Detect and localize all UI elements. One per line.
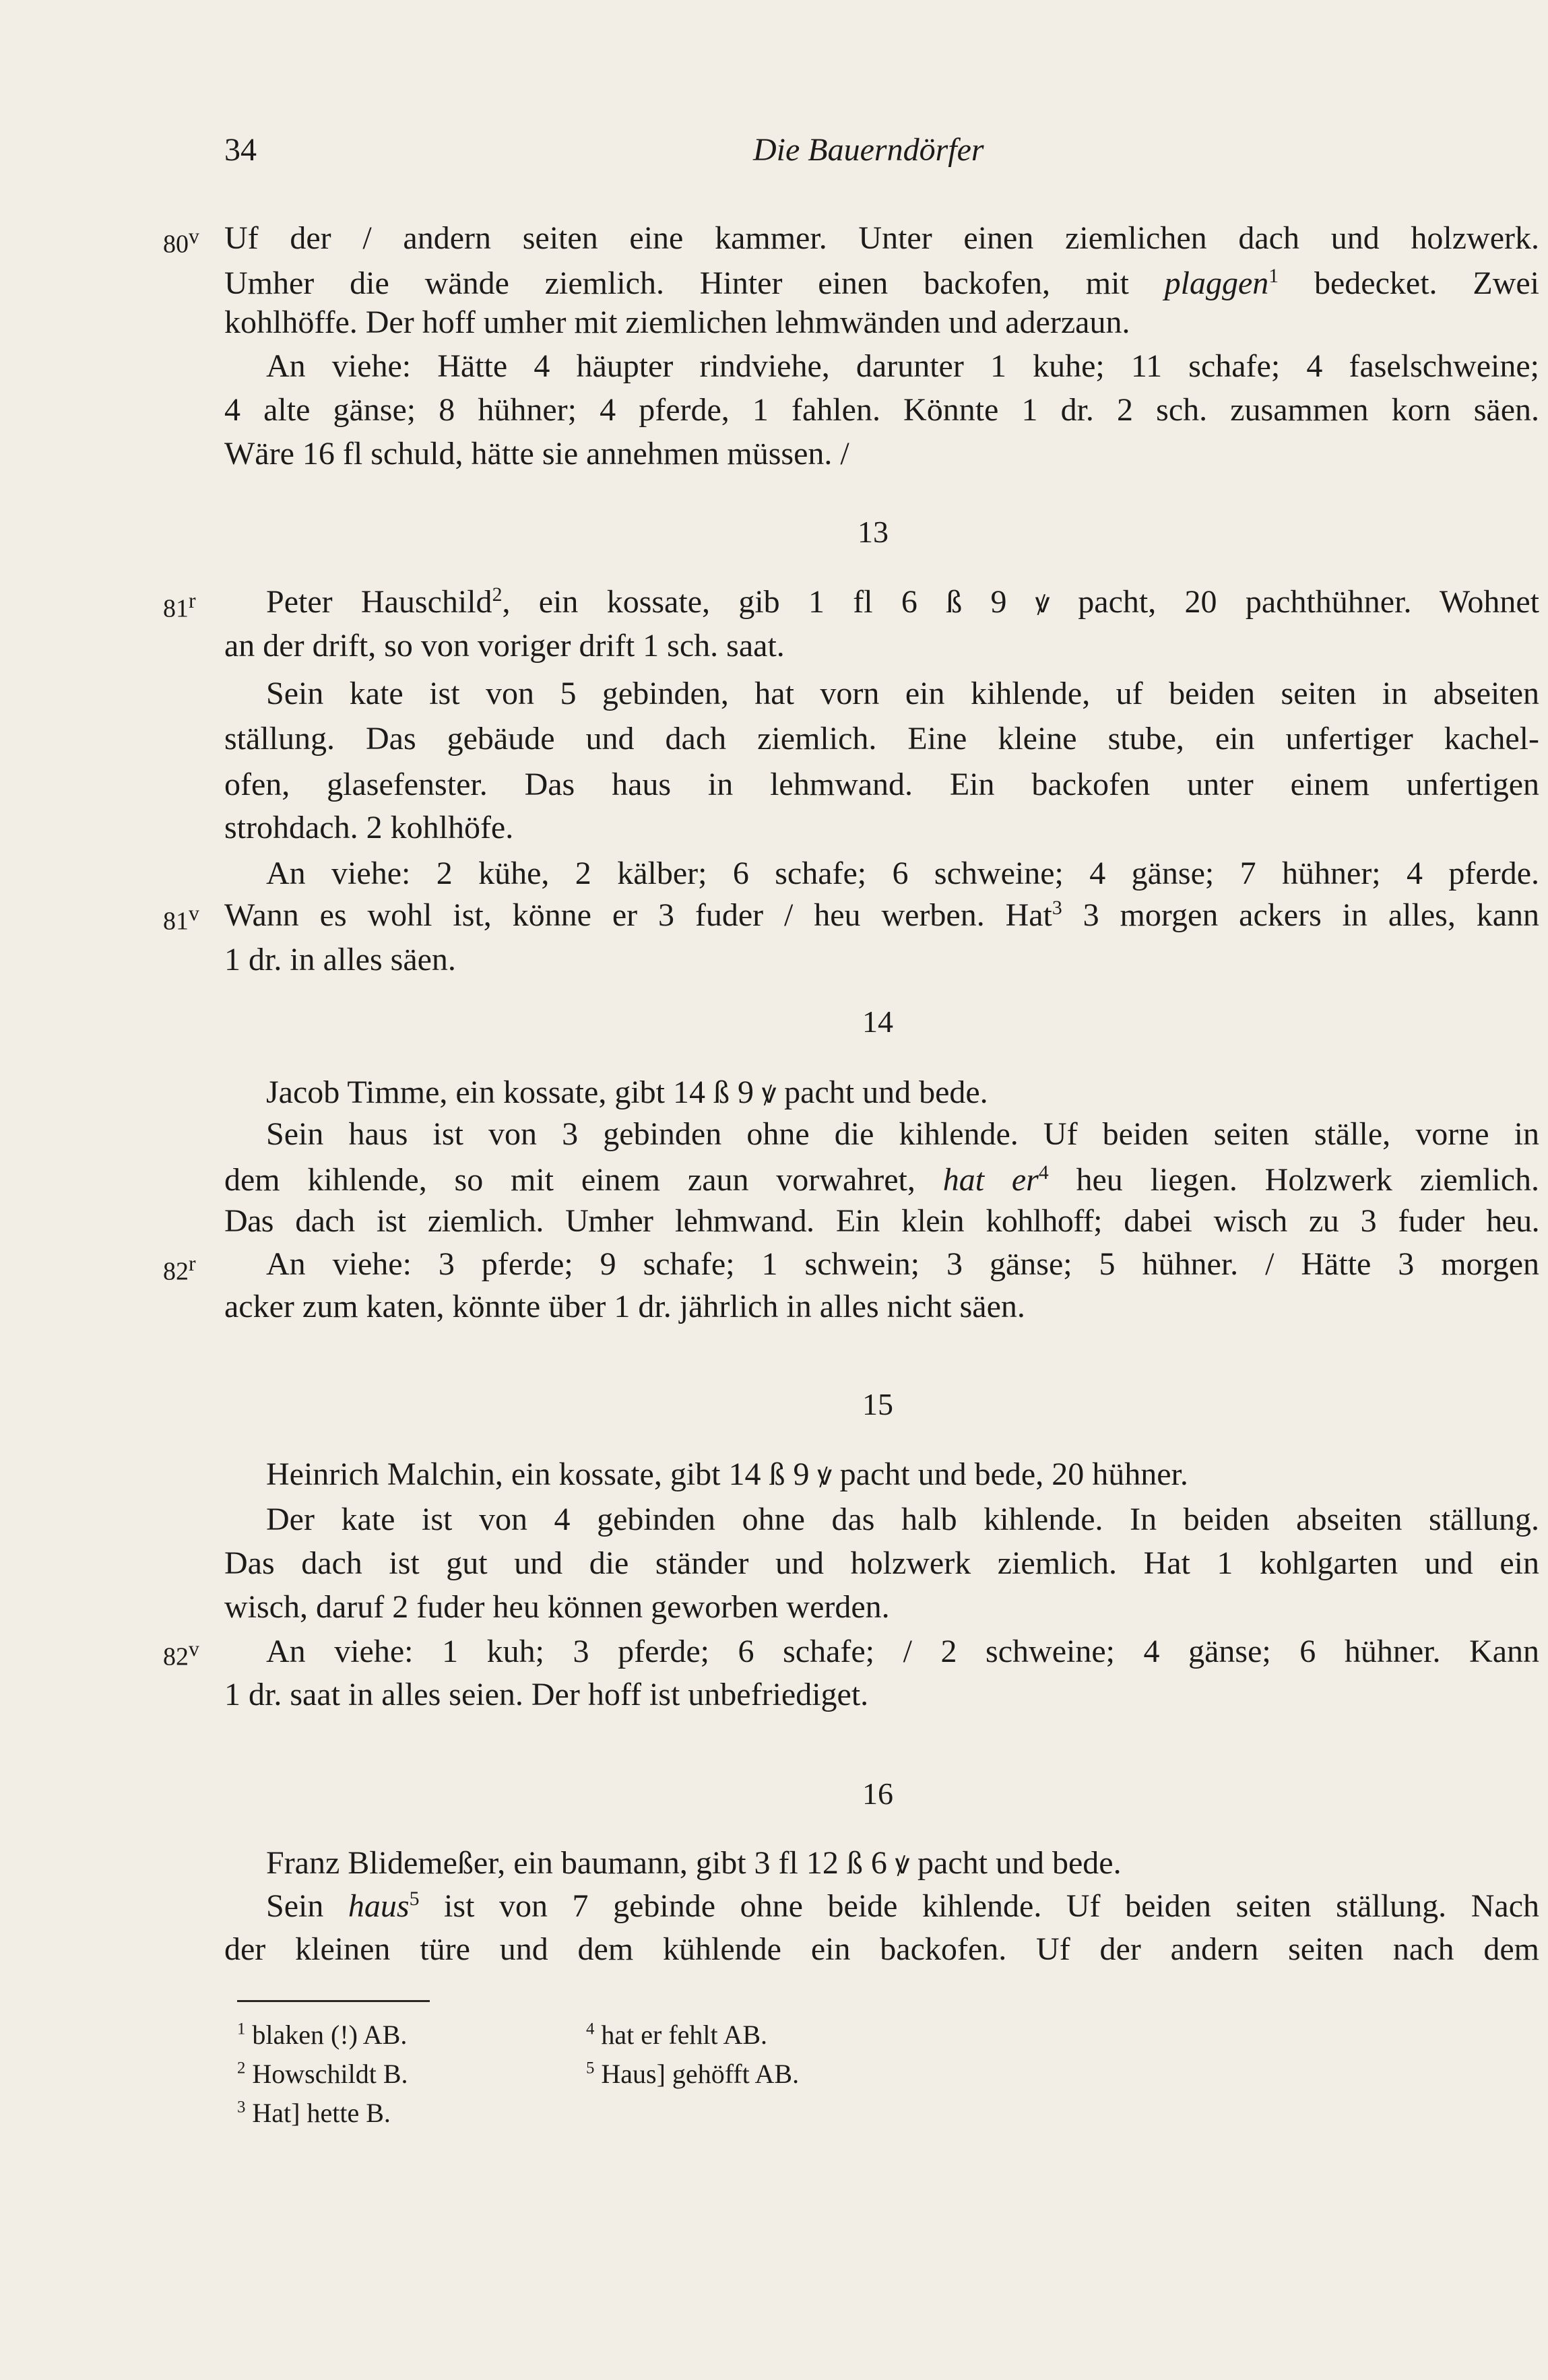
text-line: acker zum katen, könnte über 1 dr. jährlich in alles nicht säen. bbox=[224, 1289, 1025, 1324]
text-line: 1 dr. saat in alles seien. Der hoff ist unbefriediget. bbox=[224, 1677, 869, 1712]
text-line: Sein kate ist von 5 gebinden, hat vorn ein kihlende, uf beiden seiten in abseiten bbox=[266, 676, 1539, 711]
text-line: Jacob Timme, ein kossate, gibt 14 ß 9 ꝟ pacht und bede. bbox=[266, 1074, 988, 1110]
text-line: an der drift, so von voriger drift 1 sch. saat. bbox=[224, 628, 785, 664]
running-title: Die Bauerndörfer bbox=[753, 132, 984, 168]
section-number: 16 bbox=[862, 1776, 893, 1811]
text-line: An viehe: 2 kühe, 2 kälber; 6 schafe; 6 schweine; 4 gänse; 7 hühner; 4 pferde. bbox=[266, 856, 1539, 891]
text-line: Franz Blidemeßer, ein baumann, gibt 3 fl 12 ß 6 ꝟ pacht und bede. bbox=[266, 1845, 1122, 1881]
footnote: $^2$ Howschildt B. bbox=[237, 2059, 408, 2089]
text-line: An viehe: 1 kuh; 3 pferde; 6 schafe; / 2 schweine; 4 gänse; 6 hühner. Kann bbox=[266, 1634, 1539, 1669]
text-line: Das dach ist gut und die ständer und holzwerk ziemlich. Hat 1 kohlgarten und ein bbox=[224, 1545, 1539, 1581]
text-line: An viehe: Hätte 4 häupter rindviehe, darunter 1 kuhe; 11 schafe; 4 faselschweine; bbox=[266, 348, 1539, 384]
folio-marker: 82$^v$ bbox=[163, 1637, 199, 1671]
text-line: Uf der / andern seiten eine kammer. Unter einen ziemlichen dach und holzwerk. bbox=[224, 220, 1539, 256]
section-number: 15 bbox=[862, 1387, 893, 1421]
text-line: strohdach. 2 kohlhöfe. bbox=[224, 810, 514, 845]
text-line: der kleinen türe und dem kühlende ein backofen. Uf der andern seiten nach dem bbox=[224, 1931, 1539, 1967]
folio-marker: 82$^r$ bbox=[163, 1252, 196, 1286]
text-line: Peter Hauschild$^2$, ein kossate, gib 1 fl 6 ß 9 ꝟ pacht, 20 pachthühner. Wohnet bbox=[266, 583, 1539, 620]
footnote: $^5$ Haus] gehöfft AB. bbox=[586, 2059, 800, 2089]
text-line: Wäre 16 fl schuld, hätte sie annehmen müssen. / bbox=[224, 436, 849, 472]
section-number: 13 bbox=[858, 515, 889, 549]
footnote: $^1$ blaken (!) AB. bbox=[237, 2020, 408, 2050]
folio-marker: 80$^v$ bbox=[163, 224, 199, 259]
footnote: $^3$ Hat] hette B. bbox=[237, 2098, 391, 2128]
text-line: dem kihlende, so mit einem zaun vorwahret, hat $er^4$ heu liegen. Holzwerk ziemlich. bbox=[224, 1161, 1539, 1198]
footnote-rule bbox=[237, 2000, 430, 2002]
text-line: ofen, glasefenster. Das haus in lehmwand. Ein backofen unter einem unfertigen bbox=[224, 767, 1539, 802]
folio-marker: 81$^r$ bbox=[163, 589, 196, 623]
section-number: 14 bbox=[862, 1004, 893, 1039]
text-line: Sein haus$^5$ ist von 7 gebinde ohne beide kihlende. Uf beiden seiten ställung. Nach bbox=[266, 1888, 1539, 1924]
text-line: Das dach ist ziemlich. Umher lehmwand. Ein klein kohlhoff; dabei wisch zu 3 fuder heu. bbox=[224, 1203, 1539, 1239]
text-line: Der kate ist von 4 gebinden ohne das halb kihlende. In beiden abseiten ställung. bbox=[266, 1502, 1539, 1537]
text-line: wisch, daruf 2 fuder heu können geworben werden. bbox=[224, 1589, 890, 1625]
text-line: Wann es wohl ist, könne er 3 fuder / heu werben. Hat$^3$ 3 morgen ackers in alles, kann bbox=[224, 897, 1540, 933]
text-line: ställung. Das gebäude und dach ziemlich. Eine kleine stube, ein unfertiger kachel- bbox=[224, 721, 1539, 757]
text-line: An viehe: 3 pferde; 9 schafe; 1 schwein; 3 gänse; 5 hühner. / Hätte 3 morgen bbox=[266, 1246, 1539, 1282]
footnote: $^4$ hat er fehlt AB. bbox=[586, 2020, 768, 2050]
text-line: Heinrich Malchin, ein kossate, gibt 14 ß 9 ꝟ pacht und bede, 20 hühner. bbox=[266, 1456, 1188, 1492]
folio-marker: 81$^v$ bbox=[163, 901, 199, 936]
text-line: Sein haus ist von 3 gebinden ohne die kihlende. Uf beiden seiten ställe, vorne in bbox=[266, 1116, 1539, 1152]
text-line: kohlhöffe. Der hoff umher mit ziemlichen lehmwänden und aderzaun. bbox=[224, 304, 1130, 340]
text-line: Umher die wände ziemlich. Hinter einen backofen, mit plaggen$^1$ bedecket. Zwei bbox=[224, 265, 1539, 301]
page-number: 34 bbox=[224, 132, 257, 168]
text-line: 1 dr. in alles säen. bbox=[224, 942, 456, 977]
text-line: 4 alte gänse; 8 hühner; 4 pferde, 1 fahlen. Könnte 1 dr. 2 sch. zusammen korn säen. bbox=[224, 392, 1539, 428]
